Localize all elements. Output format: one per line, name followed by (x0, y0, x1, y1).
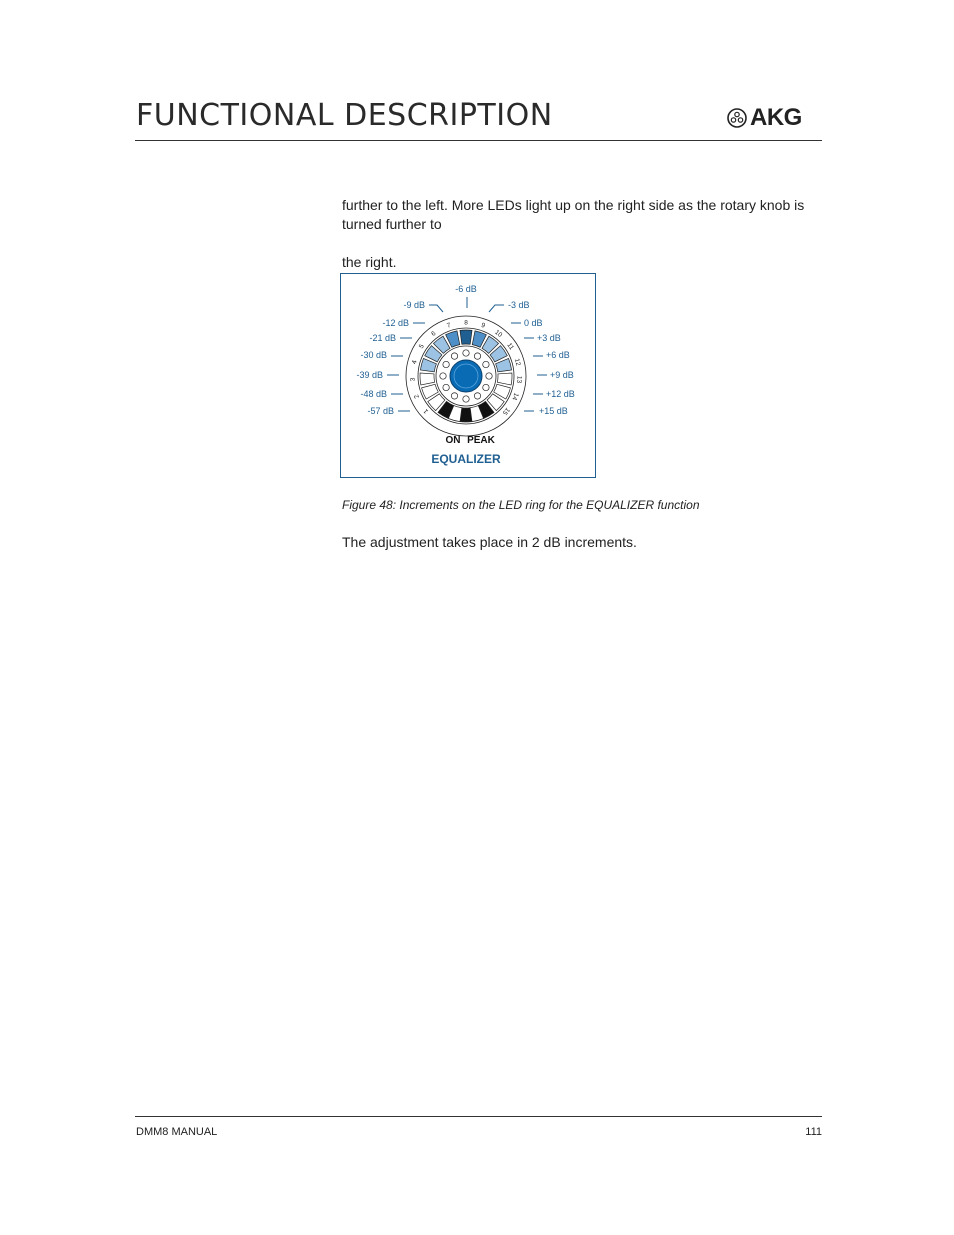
label-right-7: +15 dB (539, 406, 568, 416)
label-left-6: -48 dB (360, 389, 387, 399)
led-number: 8 (464, 319, 468, 327)
on-label: ON (445, 435, 461, 446)
label-left-2: -12 dB (382, 318, 409, 328)
led-number: 3 (409, 377, 417, 382)
led-number: 13 (515, 375, 523, 384)
led-segment (497, 373, 512, 385)
knob-detent (443, 384, 449, 390)
knob-detent (440, 373, 446, 379)
knob-detent (451, 393, 457, 399)
peak-label: PEAK (467, 435, 495, 446)
label-right-6: +12 dB (546, 389, 575, 399)
header-rule (135, 140, 822, 141)
knob-detent (463, 350, 469, 356)
knob-detent (474, 353, 480, 359)
label-left-1: -9 dB (403, 300, 425, 310)
led-number: 7 (446, 321, 452, 330)
led-segment (420, 373, 435, 385)
led-number: 4 (410, 359, 419, 365)
led-number: 1 (422, 407, 430, 415)
label-right-1: -3 dB (508, 300, 530, 310)
led-number: 12 (512, 357, 522, 367)
footer-manual: DMM8 MANUAL (136, 1126, 218, 1138)
knob-detent (451, 353, 457, 359)
paragraph-2: the right. (342, 254, 397, 270)
label-right-2: 0 dB (524, 318, 543, 328)
led-number: 5 (418, 343, 426, 351)
page-title: FUNCTIONAL DESCRIPTION (136, 98, 553, 133)
label-right-1-tick (489, 305, 504, 312)
label-right-5: +9 dB (550, 370, 574, 380)
label-right-3: +3 dB (537, 333, 561, 343)
equalizer-label: EQUALIZER (431, 452, 501, 466)
led-ring-figure (340, 273, 596, 478)
led-number: 10 (493, 328, 504, 339)
akg-emblem-icon (727, 108, 747, 128)
footer-rule (135, 1116, 822, 1117)
knob-detent (474, 393, 480, 399)
akg-logo (727, 105, 823, 131)
led-number: 11 (505, 341, 515, 352)
knob-detent (483, 384, 489, 390)
led-number: 14 (510, 391, 520, 401)
knob-detent (483, 361, 489, 367)
label-left-1-tick (429, 305, 443, 312)
label-top: -6 dB (455, 284, 477, 294)
paragraph-1: further to the left. More LEDs light up on the right side as the rotary knob is turned further to (342, 197, 805, 232)
knob-detent (486, 373, 492, 379)
led-segment (460, 330, 472, 344)
label-left-7: -57 dB (367, 406, 394, 416)
footer-page-number: 111 (805, 1126, 822, 1138)
label-left-3: -21 dB (369, 333, 396, 343)
rotary-knob (450, 360, 482, 392)
label-left-4: -30 dB (360, 350, 387, 360)
led-number: 15 (500, 405, 511, 416)
led-number: 2 (413, 393, 421, 400)
knob-detent (443, 361, 449, 367)
led-number: 6 (430, 330, 438, 338)
label-right-4: +6 dB (546, 350, 570, 360)
figure-caption: Figure 48: Increments on the LED ring for the EQUALIZER function (342, 498, 700, 512)
led-number: 9 (480, 321, 486, 330)
led-ring-diagram (341, 274, 595, 477)
knob-detent (463, 396, 469, 402)
logo-text: AKG (750, 104, 802, 131)
label-left-5: -39 dB (356, 370, 383, 380)
paragraph-3: The adjustment takes place in 2 dB increments. (342, 534, 637, 550)
